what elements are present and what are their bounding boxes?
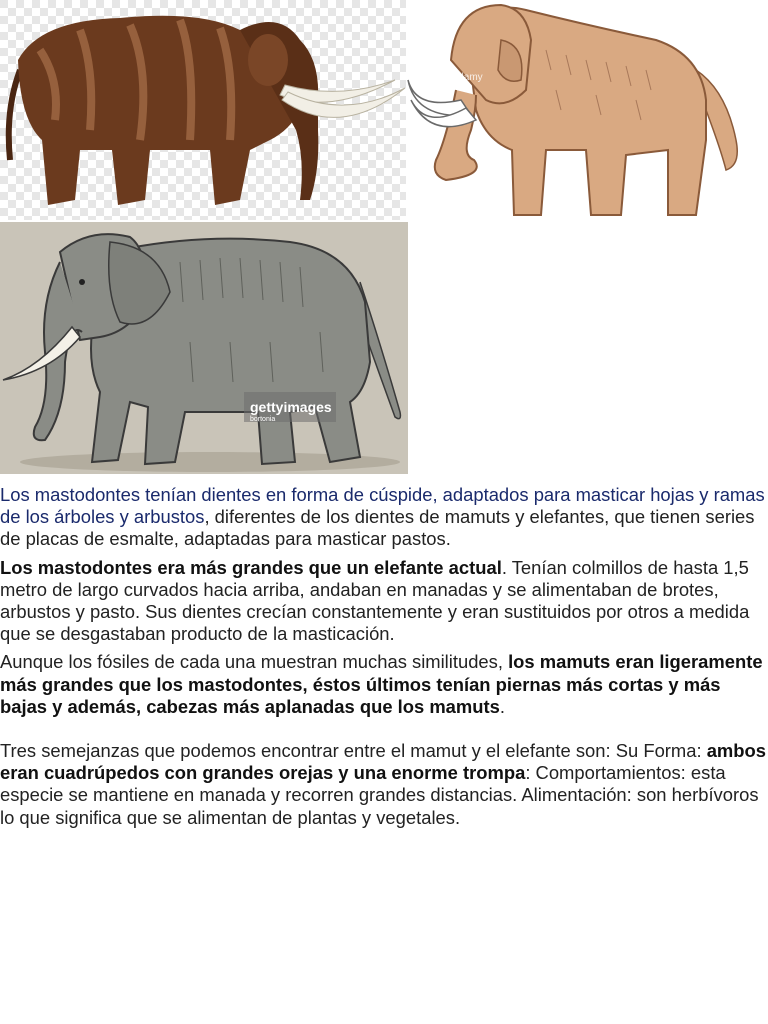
article-body [0, 484, 766, 835]
paragraph-3-bold: los mamuts eran ligeramente más grandes que los mastodontes, éstos últimos tenían piernas más cortas y más bajas y además, cabezas más aplanadas que los mamuts [0, 651, 763, 717]
paragraph-4-start: Tres semejanzas que podemos encontrar entre el mamut y el elefante son: Su Forma: [0, 740, 707, 762]
getty-credit: bortonia [250, 416, 276, 423]
mastodon-image [0, 0, 406, 220]
mammoth-image [406, 0, 768, 222]
paragraph-4 [0, 740, 766, 829]
paragraph-1-highlight: Los mastodontes tenían dientes en forma de cúspide, adaptados para masticar hojas y ramas de los árboles y arbustos [0, 484, 765, 528]
watermark-text: alamy [456, 72, 483, 83]
paragraph-1-rest: , diferentes de los dientes de mamuts y elefantes, que tienen series de placas de esmalte, adaptadas para masticar pastos. [0, 506, 755, 550]
paragraph-4-end: : Comportamientos: esta especie se mantiene en manada y recorren grandes distancias. Alimentación: son herbívoros lo que significa que se alimentan de plantas y vegetales. [0, 762, 759, 828]
paragraph-spacer [0, 724, 766, 740]
paragraph-1 [0, 484, 766, 551]
paragraph-3 [0, 651, 766, 718]
paragraph-2 [0, 557, 766, 646]
getty-watermark: gettyimages [250, 399, 332, 415]
paragraph-4-bold: ambos eran cuadrúpedos con grandes orejas y una enorme trompa [0, 740, 766, 784]
paragraph-3-start: Aunque los fósiles de cada una muestran muchas similitudes, [0, 651, 509, 673]
paragraph-3-end: . [499, 695, 505, 717]
elephant-image [0, 222, 408, 474]
paragraph-2-rest: . Tenían colmillos de hasta 1,5 metro de largo curvados hacia arriba, andaban en manadas y se alimentaban de brotes, arbustos y pasto. Sus dientes crecían constantemente y eran sustituidos por otros a medida que se desgastaban producto de la masticación. [0, 556, 750, 645]
paragraph-2-bold: Los mastodontes era más grandes que un elefante actual [0, 556, 502, 578]
